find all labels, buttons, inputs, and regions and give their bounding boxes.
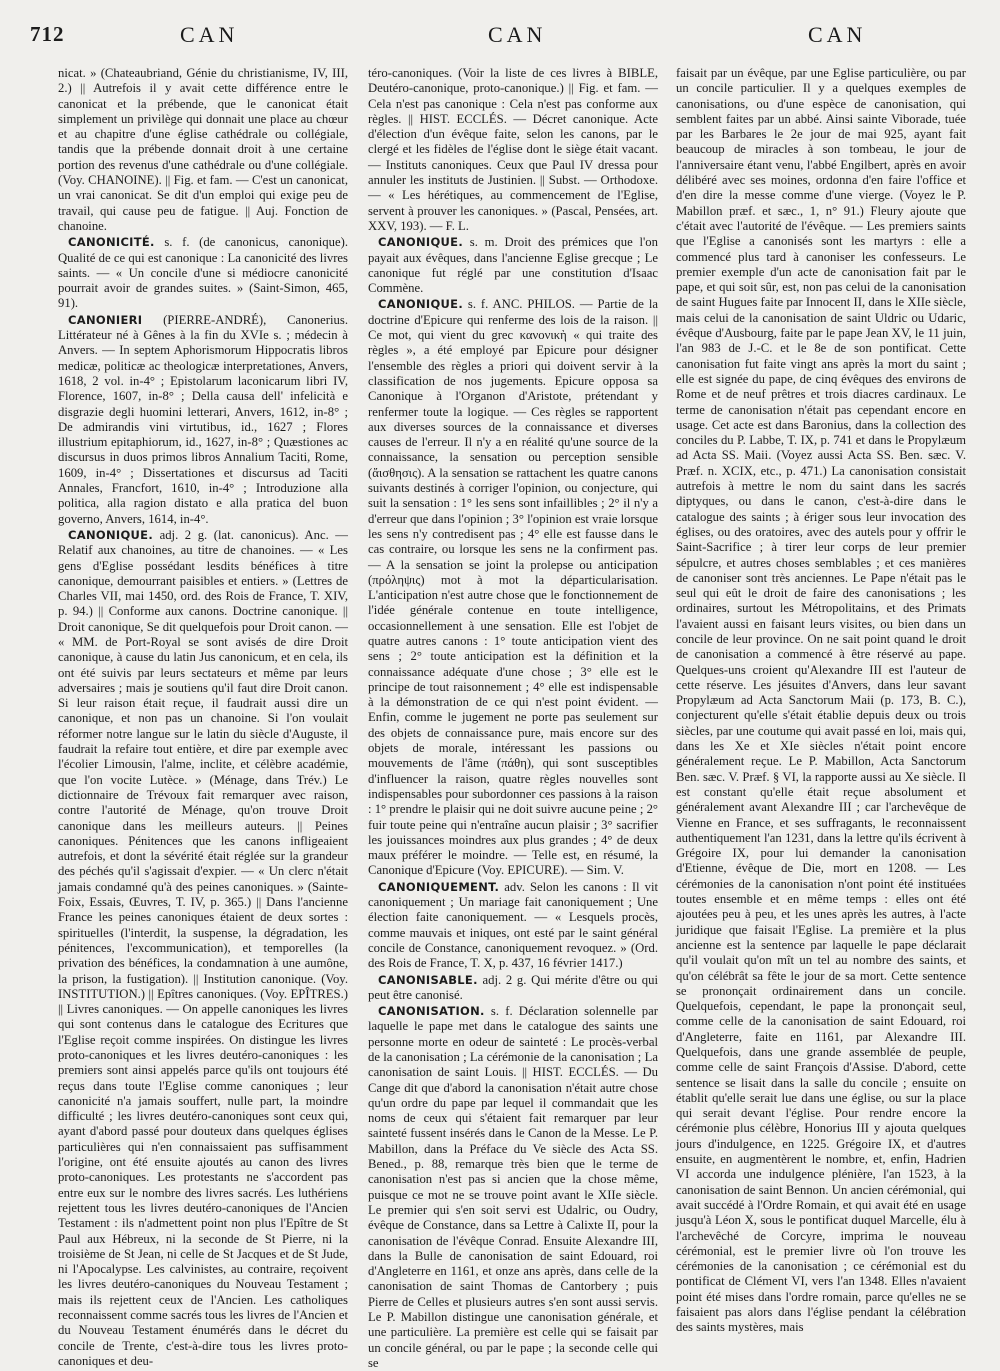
headword: CANONIERI: [68, 312, 143, 327]
entry-text: (PIERRE-ANDRÉ), Canonerius. Littérateur né à Gênes à la fin du XVIe s. ; médecin à Anvers. — In septem Aphorismorum Hippocratis libros medicæ, politicæ ac theologicæ interpretationes, Anvers, 1618, 2 vol. in-4° ; Epistolarum laconicarum libri IV, Florence, 1607, in-8° ; Della causa dell' infelicità e disgrazie degli huomini letterari, Anvers, 1612, in-8° ; De admirandis vini virtutibus, id., 1627 ; Flores illustrium epitaphiorum, id., 1627, in-8° ; Quæstiones ac discursus in duos primos libros Annalium Taciti, Rome, 1609, in-4° ; Dissertationes et discursus ad Taciti Annales, Francfort, 1610, in-4° ; Introduzione alla politica, alla ragion distato e alla pratica del buon governo, Anvers, 1614, in-4°.: [58, 312, 348, 526]
headword: CANONICITÉ.: [68, 235, 155, 250]
entry-canonisable: [368, 973, 658, 1004]
entry-canonieri: [58, 313, 348, 527]
headword: CANONIQUE.: [68, 527, 153, 542]
running-head-center: CAN: [488, 22, 547, 47]
entry-canoniquement: [368, 880, 658, 972]
entry-text: téro-canoniques. (Voir la liste de ces livres à BIBLE, Deutéro-canonique, proto-canonique.) || Fig. et fam. — Cela n'est pas canonique : Cela n'est pas conforme aux règles. || HIST. ECCLÉS. — Décret canonique. Acte d'élection d'un évêque faite, selon les canons, par le clergé et les fidèles de l'église dont le siège était vacant. — Instituts canoniques. Ceux que Paul IV dressa pour annuler les instituts de Justinien. || Subst. — Orthodoxe. — « Les hérétiques, au commencement de l'Eglise, servent à prouver les canoniques. » (Pascal, Pensées, art. XXV, 193). — F. L.: [368, 66, 658, 233]
entry-text: adj. 2 g. (lat. canonicus). Anc. — Relatif aux chanoines, au titre de chanoines. — « Les gens d'Eglise possédant lesdits bénéfices à titre canonique, demourrant paisibles et entiers. » (Lettres de Charles VII, mai 1450, ord. des Rois de France, T. XIV, p. 94.) || Conforme aux canons. Doctrine canonique. || Droit canonique, Se dit quelquefois pour Droit canon. — « MM. de Port-Royal se sont avisés de dire Droit canonique, à cause du latin Jus canonicum, et en cela, ils ont été suivis par leurs sectateurs et même par leurs adversaires ; mais je soutiens qu'il faut dire Droit canon. Si leur raison était reçue, il faudrait aussi dire un canonique, et non pas un chanoine. Si l'on voulait réformer notre langue sur le latin du siècle d'Auguste, il faudrait la refaire tout entière, et dire par exemple avec l'écolier Limousin, l'alme, inclite, et célèbre académie, que l'on vocite Lutèce. » (Ménage, dans Trév.) Le dictionnaire de Trévoux fait remarquer avec raison, contre l'autorité de Ménage, qu'on trouve Droit canonique dans les meilleurs auteurs. || Peines canoniques. Pénitences que les canons infligeaient autrefois, et dont la sévérité était réglée sur la grandeur des péchés qu'il s'agissait d'expier. — « Un clerc n'était jamais condamné qu'à des peines canoniques. » (Sainte-Foix, Essais, Œuvres, T. IV, p. 365.) || Dans l'ancienne France les peines canoniques étaient de deux sortes : spirituelles (l'interdit, la suspense, la dégradation, les pénitences, l'excommunication), et temporelles (la privation des bénéfices, la condamnation à une aumône, la prison, la fustigation). || Institution canonique. (Voy. INSTITUTION.) || Epîtres canoniques. (Voy. EPÎTRES.) || Livres canoniques. — On appelle canoniques les livres qui sont contenus dans le catalogue des Ecritures que l'Eglise reçoit comme inspirées. On distingue les livres proto-canoniques et les livres deutéro-canoniques : les premiers sont ainsi appelés parce qu'ils ont toujours été reçus dans toute l'Eglise comme canoniques ; leur canonicité n'a jamais souffert, nulle part, la moindre difficulté ; les livres deutéro-canoniques sont ceux qui, ayant d'abord passé pour douteux dans quelques églises particulières qui n'en connaissaient pas suffisamment l'origine, ont été ensuite ajoutés au canon des livres proto-canoniques. Les protestants ne s'accordent pas entre eux sur le nombre des livres sacrés. Les luthériens rejettent tous les livres deutéro-canoniques de l'Ancien Testament : ils n'admettent point non plus l'Epître de St Paul aux Hébreux, ni la seconde de St Pierre, ni la troisième de St Jean, ni celle de St Jacques et de St Jude, ni l'Apocalypse. Les calvinistes, au contraire, reçoivent les livres deutéro-canoniques du Nouveau Testament ; mais ils rejettent ceux de l'Ancien. Les catholiques reconnaissent comme sacrés tous les livres de l'Ancien et du Nouveau Testament énumérés dans le décret du concile de Trente, c'est-à-dire tous les livres proto-canoniques et deu-: [58, 527, 348, 1368]
headword: CANONISATION.: [378, 1004, 485, 1019]
entry-canonicite: [58, 235, 348, 311]
entry-text: adj. 2 g. Qui mérite d'être ou qui peut être canonisé.: [368, 972, 658, 1002]
running-head-right: CAN: [808, 22, 867, 47]
headword: CANONIQUEMENT.: [378, 879, 500, 894]
entry-text: s. f. ANC. PHILOS. — Partie de la doctrine d'Epicure qui renferme des lois de la raison. || Ce mot, qui vient du grec κανονικὴ « qui traite des règles », a été employé par Epicure pour désigner l'ensemble des règles a priori qui doivent servir à la classification de nos jugements. Epicure opposa sa Canonique à l'Organon d'Aristote, prétendant y renfermer toute la logique. — Ces règles se rapportent aux diverses sources de la connaissance et diverses causes de l'erreur. Il n'y a en réalité qu'une source de la connaissance, la sensation ou perception sensible (ἄισθησις). A la sensation se rattachent les quatre canons suivants destinés à corriger l'opinion, ou conjecture, qui suit la sensation : 1° les sens sont infaillibles ; 2° il n'y a d'erreur que dans l'opinion ; 3° l'opinion est vraie lorsque les sens n'y contredisent pas ; 4° elle est fausse dans le cas contraire, ou lorsque les sens ne la confirment pas. — A la sensation se joint la prolepse ou anticipation (πρόληψις) mot à mot la départicularisation. L'anticipation n'est autre chose que le fonctionnement de l'idée générale contenue en toute intelligence, occasionnellement à une sensation. Elle est l'objet de quatre autres canons : 1° toute anticipation vient des sens ; 2° toute anticipation est la définition et la connaissance adéquate d'une chose ; 3° elle est le principe de tout raisonnement ; 4° elle est indispensable à la démonstration de ce qui n'est point évident. — Enfin, comme le jugement ne porte pas seulement sur des objets de connaissance pure, mais encore sur des objets de morale, intéressant les passions ou mouvements de l'âme (πάθη), qui sont susceptibles d'influencer la raison, quatre règles nouvelles sont indispensables pour subordonner ces passions à la raison : 1° prendre le plaisir qui ne doit suivre aucune peine ; 2° fuir toute peine qui n'entraîne aucun plaisir ; 3° sacrifier les jouissances moindres aux plus grandes ; 4° de deux maux préférer le moindre. — Telle est, en résumé, la Canonique d'Epicure (Voy. EPICURE). — Sim. V.: [368, 297, 658, 878]
text-column-2: [368, 66, 658, 1370]
entry-canonisation: [368, 1004, 658, 1371]
page-number: 712: [30, 22, 65, 46]
entry-text: s. f. Déclaration solennelle par laquelle le pape met dans le catalogue des saints une personne morte en odeur de sainteté : Le procès-verbal de la canonisation ; La cérémonie de la canonisation ; La canonisation de saint Louis. || HIST. ECCLÉS. — Du Cange dit que d'abord la canonisation n'était autre chose qu'un ordre du pape par lequel il commandait que les noms de ceux qui s'étaient fait remarquer par leur sainteté fussent insérés dans le Canon de la Messe. Le P. Mabillon, dans la Préface du Ve siècle des Acta SS. Bened., p. 88, remarque très bien que le terme de canonisation n'est pas si ancien que la chose même, puisque ce mot ne se trouve point avant le XIIe siècle. Le premier qui s'en soit servi est Udalric, ou Oudry, évêque de Constance, dans sa Lettre à Calixte II, pour la canonisation de l'évêque Conrad. Ensuite Alexandre III, dans la Bulle de canonisation de saint Edouard, roi d'Angleterre en 1161, et onze ans après, dans celle de la canonisation de saint Thomas de Cantorbery ; puis Pierre de Celles et plusieurs autres s'en sont aussi servis. Le P. Mabillon distingue une canonisation générale, et une particulière. La première est celle qui se faisait par un concile général, ou par le pape ; la seconde celle qui se: [368, 1004, 658, 1370]
entry-continuation: [58, 66, 348, 234]
entry-continuation: [368, 66, 658, 234]
headword: CANONIQUE.: [378, 297, 463, 312]
text-column-1: [58, 66, 348, 1368]
headword: CANONISABLE.: [378, 972, 478, 987]
entry-canonique-adj: [58, 528, 348, 1369]
page-header: [30, 22, 970, 62]
entry-canonique-sm: [368, 235, 658, 296]
entry-text: s. f. (de canonicus, canonique). Qualité de ce qui est canonique : La canonicité des livres saints. — « Un concile d'une si médiocre canonicité pourrait avoir de grandes suites. » (Saint-Simon, 465, 91).: [58, 235, 348, 311]
entry-text: nicat. » (Chateaubriand, Génie du christianisme, IV, III, 2.) || Autrefois il y avait cette différence entre le canonicat et la prébende, que le canonicat était simplement un privilège qui donnait une place au chœur et au chapitre d'une église cathédrale ou collégiale, tandis que la prébende donnait droit à une certaine portion des revenus d'une cathédrale ou d'une collégiale. (Voy. CHANOINE). || Fig. et fam. — C'est un canonicat, un vrai canonicat. Se dit d'un emploi qui exige peu de travail, qui cause peu de fatigue. || Auj. Fonction de chanoine.: [58, 66, 348, 233]
text-column-3: [676, 66, 966, 1335]
entry-text: faisait par un évêque, par une Eglise particulière, ou par un concile particulier. Il y a quelques exemples de canonisations, ou d'une espèce de canonisation, qui semblent faites par un abbé. Ainsi sainte Viborade, tuée par les Barbares le 2e jour de mai 925, ayant fait beaucoup de miracles à son tombeau, le jour de l'anniversaire étant venu, l'abbé Engilbert, après en avoir délibéré avec ses moines, ordonna d'en faire l'office et d'en dire la messe comme d'une vierge. (Voyez le P. Mabillon præf. et sæc., 1, n° 91.) Fleury ajoute que c'était avec l'autorité de l'évêque. — Les premiers saints que l'Eglise a canonisés sont les martyrs : elle a commencé plus tard à canoniser les confesseurs. Le premier exemple d'un acte de canonisation fait par le pape, et qui soit sûr, est, non pas celui de la canonisation de saint Hugues faite par Innocent II, dans le XIIe siècle, mais celui de la canonisation de saint Uldric ou Udaric, évêque d'Ausbourg, faite par le pape Jean XV, le 11 juin, l'an 983 de J.-C. et le 8e de son pontificat. Cette canonisation fut faite vingt ans après la mort du saint ; elle est signée du pape, de cinq évêques des environs de Rome et de neuf prêtres et trois diacres cardinaux. Le terme de canonisation n'était pas cependant encore en usage. Cet acte est dans Baronius, dans la collection des conciles du P. Labbe, T. IX, p. 741 et dans le Propylæum ad Acta SS. Maii. (Voyez aussi Acta SS. Ben. sæc. V. Præf. n. XCIX, etc., p. 471.) La canonisation consistait autrefois à mettre le nom du saint dans les sacrés diptyques, ou dans le canon, c'est-à-dire dans le catalogue des saints ; à ériger sous leur invocation des églises, ou des oratoires, avec des autels pour y offrir le Saint-Sacrifice ; à tirer leur corps de leur premier sépulcre, et autres choses semblables ; et ces manières de canoniser sont très anciennes. Le Pape n'était pas le seul qui eût le droit de faire des canonisations ; les ordinaires, surtout les Métropolitains, et des Primats l'avaient aussi en faisant leurs visites, ou bien dans un concile de leur province. On ne sait point quand le droit de canonisation a commencé à être réservé au pape. Quelques-uns croient qu'Alexandre III est l'auteur de cette réserve. Les jésuites d'Anvers, dans leur savant Propylæum ad Acta Sanctorum Maii (p. 173, B. C.), conjecturent qu'elle s'était établie depuis deux ou trois siècles, par une coutume qui avait passé en loi, mais qui, dans les Xe et XIe siècles n'était point encore généralement reçue. Le P. Mabillon, Acta Sanctorum Ben. sæc. V. Præf. § VI, la rapporte aussi au Xe siècle. Il est constant qu'elle était reçue absolument et généralement avant Alexandre III ; car l'archevêque de Vienne en France, et ses suffragants, le reconnaissent authentiquement l'an 1231, dans la lettre qu'ils écrivent à Grégoire IX, pour lui demander la canonisation d'Etienne, évêque de Die, mort en 1208. — Les cérémonies de la canonisation n'ont point été instituées toutes ensemble et en même temps : elles ont été ajoutées peu à peu, et les unes après les autres, à l'acte juridique que faisait l'Eglise. La première et la plus ancienne est la sentence par laquelle le pape déclarait qu'il voulait qu'on mît un tel au nombre des saints, et qu'on célébrât sa fête le jour de sa mort. Cette sentence se prononçait ordinairement dans un concile. Quelquefois, cependant, le pape la prononçait seul, comme celle de la canonisation de saint Edouard, roi d'Angleterre, faite en 1161, par Alexandre III. Quelquefois, dans une grande assemblée de peuple, comme celle de saint François d'Assise. D'abord, cette sentence se lisait dans la salle du concile ; ensuite on établit qu'elle serait lue dans une église, ou sur la place qui serait devant l'église. Pour rendre encore la cérémonie plus célèbre, Honorius III y ajouta quelques jours d'indulgence, en 1225. Grégoire IX, et d'autres ensuite, en augmentèrent le nombre, et, enfin, Hadrien VI accorda une indulgence plénière, l'an 1523, à la canonisation de saint Bennon. Un ancien cérémonial, qui avait succédé à l'Ordre Romain, et qui avait été en usage jusqu'à Léon X, sous le pontificat duquel Marcelle, élu à l'archevêché de Corcyre, imprima le nouveau cérémonial, est le premier livre où l'on trouve les cérémonies de la canonisation ; ce cérémonial est du pontificat de Clément VI, vers l'an 1348. Elles n'avaient point été mises dans l'ordre romain, parce qu'elles ne se faisaient pas alors dans l'église pendant la célébration des saints mystères, mais: [676, 66, 966, 1335]
entry-canonique-sf: [368, 297, 658, 878]
headword: CANONIQUE.: [378, 235, 463, 250]
entry-text: adv. Selon les canons : Il vit canoniquement ; Un mariage fait canoniquement ; Une élection faite canoniquement. — « Lesquels procès, comme mauvais et iniques, ont esté par le saint général concile de Constance, canoniquement revoquez. » (Ord. des Rois de France, T. X, p. 437, 16 février 1417.): [368, 879, 658, 971]
running-head-left: CAN: [180, 22, 239, 47]
entry-continuation: [676, 66, 966, 1336]
entry-text: s. m. Droit des prémices que l'on payait aux évêques, dans l'ancienne Eglise grecque ; Le canonique fut réglé par une constitution d'Isaac Commène.: [368, 235, 658, 296]
